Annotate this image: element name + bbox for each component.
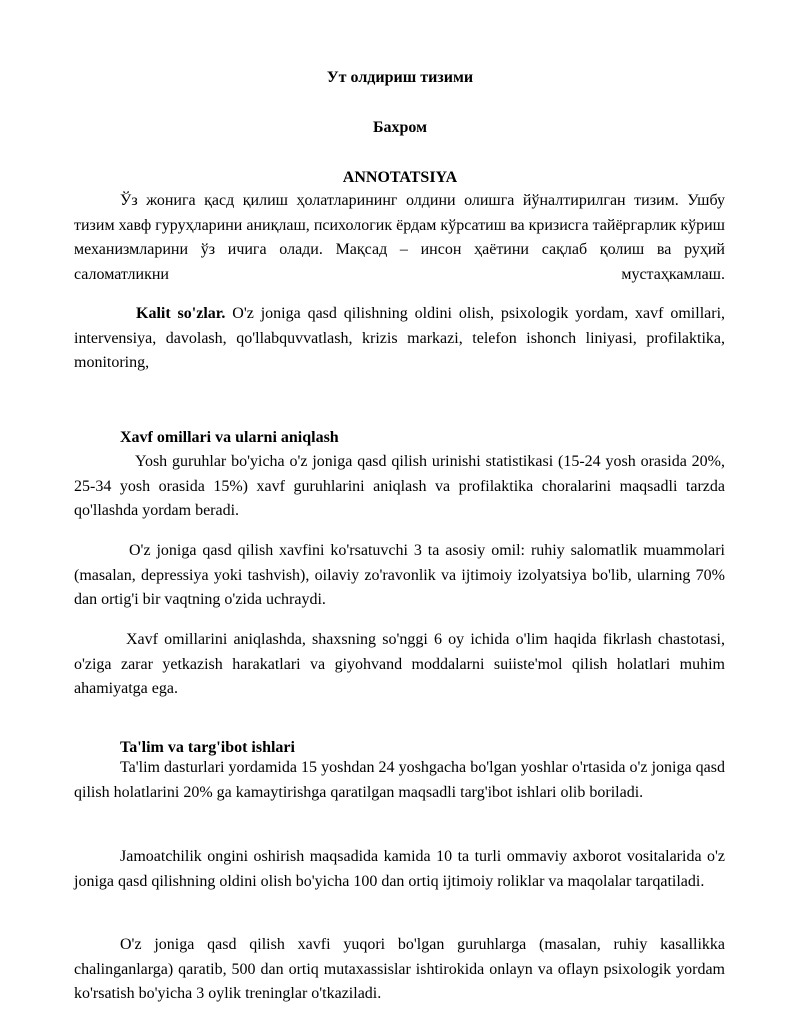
paragraph-education-1: Ta'lim dasturlari yordamida 15 yoshdan 24 yoshgacha bo'lgan yoshlar o'rtasida o'z joniga qasd qilish holatlarini 20% ga kamaytirishga qaratilgan maqsadli targ'ibot ishlari olib boriladi. [74,759,725,801]
paragraph-risk-3: Xavf omillarini aniqlashda, shaxsning so'nggi 6 oy ichida o'lim haqida fikrlash chastotasi, o'ziga zarar yetkazish harakatlari va giyohvand moddalarni suiiste'mol qilish holatlari muhim ahamiyatga ega. [74,631,725,697]
keywords-text: O'z joniga qasd qilishning oldini olish, psixologik yordam, xavf omillari, intervensiya, davolash, qo'llabquvvatlash, krizis markazi, telefon ishonch liniyasi, profilaktika, monitoring, [74,305,726,371]
author-name: Бахром [372,119,428,136]
paragraph-risk-1: Yosh guruhlar bo'yicha o'z joniga qasd qilish urinishi statistikasi (15-24 yosh orasida 20%, 25-34 yosh orasida 15%) xavf guruhlarini aniqlash va profilaktika choralarini maqsadli tarzda qo'llashda yordam beradi. [74,453,725,519]
paragraph-education-3: O'z joniga qasd qilish xavfi yuqori bo'lgan guruhlarga (masalan, ruhiy kasallikka chalinganlarga) qaratib, 500 dan ortiq mutaxassislar ishtirokida onlayn va oflayn psixologik yordam ko'rsatish bo'yicha 3 oylik treninglar o'tkaziladi. [74,936,725,1002]
paragraph-risk-2: O'z joniga qasd qilish xavfini ko'rsatuvchi 3 ta asosiy omil: ruhiy salomatlik muammolari (masalan, depressiya yoki tashvish), oilaviy zo'ravonlik va ijtimoiy izolyatsiya bo'lib, ularning 70% dan ortig'i bir vaqtning o'zida uchraydi. [74,542,725,608]
paragraph-education-2: Jamoatchilik ongini oshirish maqsadida kamida 10 ta turli ommaviy axborot vositalarida o'z joniga qasd qilishning oldini olish bo'yicha 100 dan ortiq ijtimoiy roliklar va maqolalar tarqatiladi. [74,848,725,890]
annotation-paragraph: Ўз жонига қасд қилиш ҳолатларининг олдини олишга йўналтирилган тизим. Ушбу тизим хавф гуруҳларини аниқлаш, психологик ёрдам кўрсатиш ва кризисга тайёргарлик кўриш механизмларини ўз ичига олади. Мақсад – инсон ҳаётини сақлаб қолиш ва руҳий саломатликни мустаҳкамлаш. [74,192,725,283]
keywords-label: Kalit so'zlar. [136,305,226,322]
annotation-heading: ANNOTATSIYA [342,169,458,186]
document-title: Ут олдириш тизими [326,69,474,86]
keywords-paragraph [74,302,725,376]
section-heading-education: Ta'lim va targ'ibot ishlari [120,739,295,756]
section-heading-risk-factors: Xavf omillari va ularni aniqlash [120,429,339,446]
